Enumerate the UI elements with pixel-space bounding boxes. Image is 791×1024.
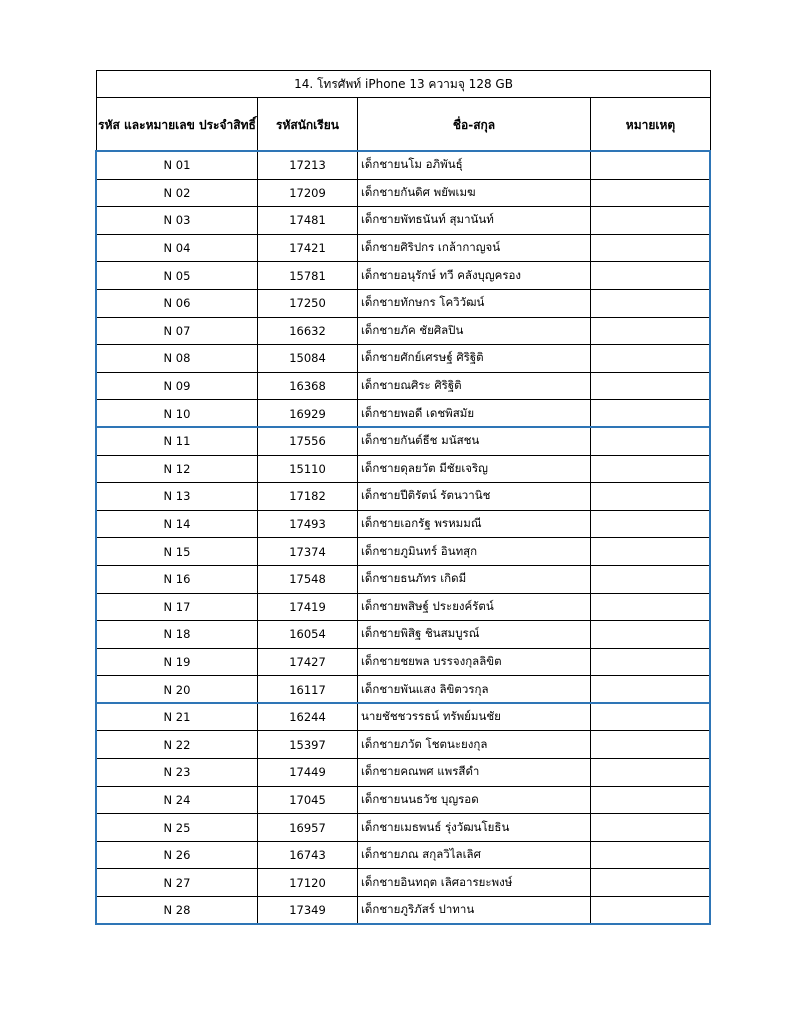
table-row xyxy=(97,152,711,180)
cell-code: N 25 xyxy=(97,814,258,842)
cell-name: เด็กชายปีติรัตน์ รัตนวานิช xyxy=(358,483,591,511)
cell-name: เด็กชายภณ สกุลวิไลเลิศ xyxy=(358,841,591,869)
cell-student-id: 16929 xyxy=(258,400,358,428)
cell-name: เด็กชายทักษกร โควิวัฒน์ xyxy=(358,289,591,317)
cell-note xyxy=(591,731,711,759)
cell-code: N 21 xyxy=(97,703,258,731)
table-row xyxy=(97,676,711,704)
cell-student-id: 17421 xyxy=(258,234,358,262)
cell-note xyxy=(591,897,711,925)
table-row xyxy=(97,455,711,483)
table-row xyxy=(97,207,711,235)
cell-code: N 11 xyxy=(97,427,258,455)
table-row xyxy=(97,234,711,262)
cell-code: N 02 xyxy=(97,179,258,207)
cell-name: เด็กชายพัทธนันท์ สุมานันท์ xyxy=(358,207,591,235)
cell-note xyxy=(591,372,711,400)
cell-note xyxy=(591,786,711,814)
cell-name: เด็กชายกันต์ธีช มนัสชน xyxy=(358,427,591,455)
cell-student-id: 17120 xyxy=(258,869,358,897)
table-row xyxy=(97,565,711,593)
cell-code: N 17 xyxy=(97,593,258,621)
cell-note xyxy=(591,759,711,787)
table-row xyxy=(97,703,711,731)
table-row xyxy=(97,538,711,566)
cell-name: เด็กชายณศิระ ศิริฐิติ xyxy=(358,372,591,400)
table-row xyxy=(97,814,711,842)
cell-code: N 10 xyxy=(97,400,258,428)
cell-code: N 06 xyxy=(97,289,258,317)
cell-name: เด็กชายชยพล บรรจงกุลลิขิต xyxy=(358,648,591,676)
cell-student-id: 16054 xyxy=(258,621,358,649)
cell-student-id: 17374 xyxy=(258,538,358,566)
cell-code: N 15 xyxy=(97,538,258,566)
cell-name: เด็กชายธนภัทร เกิดมี xyxy=(358,565,591,593)
cell-student-id: 15397 xyxy=(258,731,358,759)
cell-name: เด็กชายภูมินทร์ อินทสุก xyxy=(358,538,591,566)
column-header-student-id: รหัสนักเรียน xyxy=(258,98,358,152)
cell-code: N 18 xyxy=(97,621,258,649)
cell-code: N 16 xyxy=(97,565,258,593)
cell-student-id: 17556 xyxy=(258,427,358,455)
cell-note xyxy=(591,317,711,345)
cell-note xyxy=(591,234,711,262)
cell-code: N 08 xyxy=(97,345,258,373)
cell-code: N 03 xyxy=(97,207,258,235)
cell-note xyxy=(591,262,711,290)
cell-name: เด็กชายพอดี เดชพิสมัย xyxy=(358,400,591,428)
cell-code: N 26 xyxy=(97,841,258,869)
cell-student-id: 17427 xyxy=(258,648,358,676)
cell-code: N 13 xyxy=(97,483,258,511)
cell-note xyxy=(591,289,711,317)
cell-student-id: 16117 xyxy=(258,676,358,704)
table-row xyxy=(97,427,711,455)
cell-name: เด็กชายอนุรักษ์ ทวี คลังบุญครอง xyxy=(358,262,591,290)
cell-note xyxy=(591,455,711,483)
table-row xyxy=(97,289,711,317)
cell-name: เด็กชายศักย์เศรษฐ์ ศิริฐิติ xyxy=(358,345,591,373)
cell-note xyxy=(591,207,711,235)
cell-student-id: 17349 xyxy=(258,897,358,925)
table-row xyxy=(97,262,711,290)
cell-name: เด็กชายดุลยวัต มีชัยเจริญ xyxy=(358,455,591,483)
cell-name: เด็กชายคณพศ แพรสีดำ xyxy=(358,759,591,787)
cell-name: เด็กชายนโม อภิพันธุ์ xyxy=(358,152,591,180)
cell-note xyxy=(591,483,711,511)
cell-note xyxy=(591,621,711,649)
table-row xyxy=(97,345,711,373)
table-row xyxy=(97,593,711,621)
title-row xyxy=(97,71,711,98)
cell-student-id: 17419 xyxy=(258,593,358,621)
cell-student-id: 17250 xyxy=(258,289,358,317)
cell-name: เด็กชายอินทฤต เลิศอารยะพงษ์ xyxy=(358,869,591,897)
header-row xyxy=(97,98,711,152)
table-title: 14. โทรศัพท์ iPhone 13 ความจุ 128 GB xyxy=(97,71,711,98)
cell-note xyxy=(591,648,711,676)
table-row xyxy=(97,731,711,759)
table-body xyxy=(97,152,711,925)
column-header-code: รหัส และหมายเลข ประจำสิทธิ์ xyxy=(97,98,258,152)
cell-name: เด็กชายเมธพนธ์ รุ่งวัฒนโยธิน xyxy=(358,814,591,842)
cell-student-id: 16632 xyxy=(258,317,358,345)
column-header-note: หมายเหตุ xyxy=(591,98,711,152)
cell-code: N 27 xyxy=(97,869,258,897)
cell-note xyxy=(591,869,711,897)
table-row xyxy=(97,759,711,787)
cell-note xyxy=(591,841,711,869)
column-header-name: ชื่อ-สกุล xyxy=(358,98,591,152)
cell-code: N 23 xyxy=(97,759,258,787)
table-row xyxy=(97,510,711,538)
cell-note xyxy=(591,345,711,373)
cell-student-id: 15110 xyxy=(258,455,358,483)
table-row xyxy=(97,400,711,428)
cell-student-id: 15084 xyxy=(258,345,358,373)
cell-note xyxy=(591,152,711,180)
table-row xyxy=(97,372,711,400)
cell-code: N 07 xyxy=(97,317,258,345)
cell-name: นายชัชชวรรธน์ ทรัพย์มนชัย xyxy=(358,703,591,731)
cell-code: N 22 xyxy=(97,731,258,759)
cell-name: เด็กชายภวัต โชตนะยงกุล xyxy=(358,731,591,759)
cell-code: N 24 xyxy=(97,786,258,814)
cell-student-id: 15781 xyxy=(258,262,358,290)
table-row xyxy=(97,483,711,511)
cell-note xyxy=(591,510,711,538)
cell-code: N 09 xyxy=(97,372,258,400)
table-row xyxy=(97,648,711,676)
cell-note xyxy=(591,400,711,428)
cell-name: เด็กชายพสิษฐ์ ประยงค์รัตน์ xyxy=(358,593,591,621)
cell-code: N 01 xyxy=(97,152,258,180)
cell-student-id: 17548 xyxy=(258,565,358,593)
cell-note xyxy=(591,676,711,704)
cell-name: เด็กชายภูริภัสร์ ปาทาน xyxy=(358,897,591,925)
table-row xyxy=(97,179,711,207)
cell-note xyxy=(591,179,711,207)
cell-student-id: 16368 xyxy=(258,372,358,400)
cell-student-id: 17045 xyxy=(258,786,358,814)
table-row xyxy=(97,786,711,814)
table-row xyxy=(97,869,711,897)
cell-name: เด็กชายพิสิฐ ชินสมบูรณ์ xyxy=(358,621,591,649)
cell-note xyxy=(591,814,711,842)
cell-code: N 28 xyxy=(97,897,258,925)
cell-code: N 05 xyxy=(97,262,258,290)
cell-student-id: 17209 xyxy=(258,179,358,207)
cell-student-id: 17182 xyxy=(258,483,358,511)
cell-student-id: 16957 xyxy=(258,814,358,842)
table-row xyxy=(97,841,711,869)
cell-note xyxy=(591,538,711,566)
document-sheet xyxy=(96,70,710,925)
cell-name: เด็กชายเอกรัฐ พรหมมณี xyxy=(358,510,591,538)
cell-student-id: 17481 xyxy=(258,207,358,235)
cell-code: N 12 xyxy=(97,455,258,483)
cell-student-id: 17493 xyxy=(258,510,358,538)
cell-code: N 20 xyxy=(97,676,258,704)
cell-student-id: 17213 xyxy=(258,152,358,180)
cell-code: N 14 xyxy=(97,510,258,538)
cell-student-id: 16743 xyxy=(258,841,358,869)
cell-note xyxy=(591,593,711,621)
cell-name: เด็กชายกันดิศ พยัพเมฆ xyxy=(358,179,591,207)
table-row xyxy=(97,317,711,345)
cell-name: เด็กชายภัค ชัยศิลปิน xyxy=(358,317,591,345)
cell-code: N 19 xyxy=(97,648,258,676)
cell-name: เด็กชายนนธวัช บุญรอด xyxy=(358,786,591,814)
cell-note xyxy=(591,703,711,731)
cell-code: N 04 xyxy=(97,234,258,262)
cell-note xyxy=(591,427,711,455)
table-row xyxy=(97,897,711,925)
cell-name: เด็กชายศิริปกร เกล้ากาญจน์ xyxy=(358,234,591,262)
table-row xyxy=(97,621,711,649)
cell-note xyxy=(591,565,711,593)
cell-student-id: 17449 xyxy=(258,759,358,787)
cell-student-id: 16244 xyxy=(258,703,358,731)
allocation-table xyxy=(96,70,711,925)
cell-name: เด็กชายพันแสง ลิขิตวรกุล xyxy=(358,676,591,704)
